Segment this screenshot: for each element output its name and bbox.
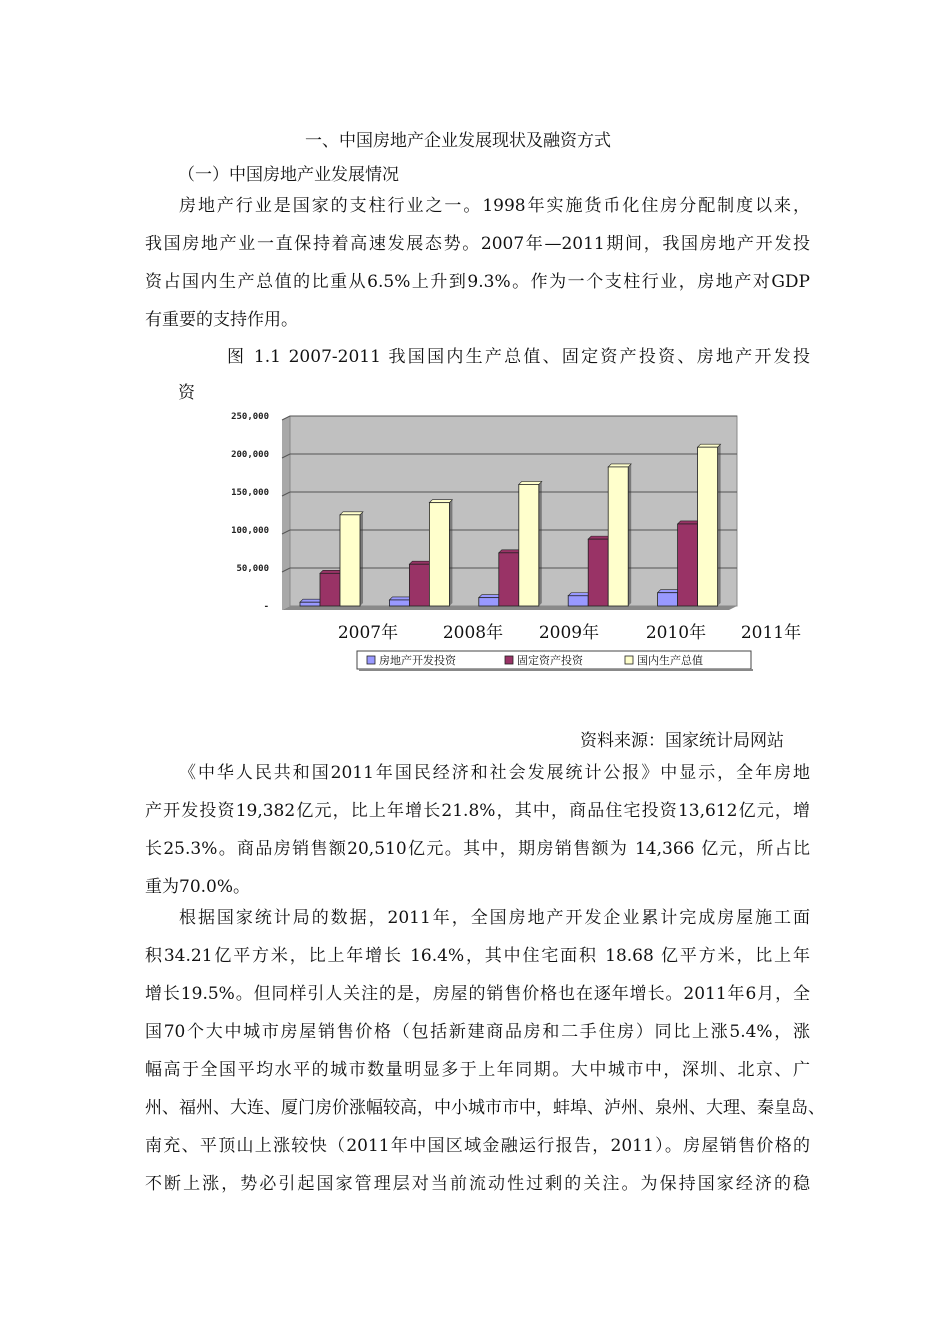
chart-y-tick-label: 50,000 [236, 564, 269, 574]
chart-bar-top [300, 599, 323, 602]
chart-bar-top [698, 444, 721, 447]
text-line: 南充、平顶山上涨较快（2011年中国区域金融运行报告，2011）。房屋销售价格的 [145, 1136, 810, 1156]
paragraph-1 [145, 187, 810, 339]
chart-bar-top [429, 500, 452, 503]
chart-y-tick-label: 200,000 [231, 450, 269, 460]
chart-bar-top [499, 550, 522, 553]
text-line: 国70个大中城市房屋销售价格（包括新建商品房和二手住房）同比上涨5.4%，涨 [145, 1022, 810, 1042]
chart-bar [300, 602, 320, 606]
chart-bar-top [678, 521, 701, 524]
chart-bar-top [389, 597, 412, 600]
text-line: 根据国家统计局的数据，2011年，全国房地产开发企业累计完成房屋施工面 [179, 908, 810, 928]
chart-bar-top [340, 512, 363, 515]
chart-bar [429, 503, 449, 606]
text-line: 资占国内生产总值的比重从6.5%上升到9.3%。作为一个支柱行业，房地产对GDP [145, 272, 810, 292]
chart-bar-side [360, 512, 363, 606]
text-line: 重为70.0%。 [145, 877, 251, 897]
chart-x-tick-label: 2009年 [538, 623, 600, 643]
text-line: 积34.21亿平方米，比上年增长 16.4%，其中住宅面积 18.68 亿平方米，比上年 [145, 946, 810, 966]
chart-x-ticks [338, 622, 801, 643]
source-note: 资料来源：国家统计局网站 [580, 731, 784, 751]
chart-bar-top [608, 464, 631, 467]
text-line: 产开发投资19,382亿元，比上年增长21.8%，其中，商品住宅投资13,612亿元，增 [145, 801, 810, 821]
paragraph-2 [145, 754, 810, 906]
subsection-heading: （一）中国房地产业发展情况 [178, 165, 399, 185]
text-line: 州、福州、大连、厦门房价涨幅较高，中小城市市中，蚌埠、泸州、泉州、大理、秦皇岛、 [145, 1098, 825, 1118]
text-line: 增长19.5%。但同样引人关注的是，房屋的销售价格也在逐年增长。2011年6月，全 [145, 984, 810, 1004]
chart-x-tick-label: 2007年 [337, 623, 399, 643]
chart-y-tick-label: 150,000 [231, 488, 269, 498]
chart-legend-label: 房地产开发投资 [379, 654, 456, 667]
chart-legend-swatch [367, 656, 375, 664]
chart-bar [588, 539, 608, 606]
chart-legend-label: 固定资产投资 [517, 654, 583, 667]
chart-bar-side [628, 464, 631, 606]
text-line: 长25.3%。商品房销售额20,510亿元。其中，期房销售额为 14,366 亿元，所占比 [145, 839, 810, 859]
chart-bar [389, 600, 409, 606]
chart-bar-side [449, 500, 452, 606]
chart-y-ticks [231, 412, 269, 612]
chart-bar-side [718, 444, 721, 606]
chart-bar [479, 598, 499, 606]
figure-caption-continued: 资 [178, 383, 195, 403]
section-heading: 一、中国房地产企业发展现状及融资方式 [305, 131, 611, 151]
chart-bar-top [568, 593, 591, 596]
chart-bar [698, 447, 718, 606]
chart-y-tick-label: - [263, 602, 269, 612]
chart-side-wall [282, 416, 290, 610]
chart-bar-top [519, 481, 542, 484]
chart-bar [568, 596, 588, 606]
chart-x-tick-label: 2011年 [740, 623, 802, 643]
text-line: 幅高于全国平均水平的城市数量明显多于上年同期。大中城市中，深圳、北京、广 [145, 1060, 810, 1080]
chart-bar-top [409, 561, 432, 564]
chart-bar-top [320, 570, 343, 573]
chart-legend-label: 国内生产总值 [637, 654, 703, 667]
chart-y-tick-label: 100,000 [231, 526, 269, 536]
chart-x-tick-label: 2010年 [645, 623, 707, 643]
text-line: 不断上涨，势必引起国家管理层对当前流动性过剩的关注。为保持国家经济的稳 [145, 1174, 810, 1194]
chart-bar [658, 593, 678, 606]
chart-bar [499, 553, 519, 606]
chart-bar [678, 524, 698, 606]
chart-legend [357, 651, 753, 670]
chart-x-tick-label: 2008年 [442, 623, 504, 643]
chart-floor [282, 606, 737, 610]
chart-y-tick-label: 250,000 [231, 412, 269, 422]
chart-bar-top [479, 595, 502, 598]
text-line: 《中华人民共和国2011年国民经济和社会发展统计公报》中显示，全年房地 [179, 763, 810, 783]
chart-bar-side [539, 481, 542, 606]
text-line: 有重要的支持作用。 [145, 310, 298, 330]
chart-bar-top [658, 590, 681, 593]
chart-bar [340, 515, 360, 606]
chart-legend-swatch [625, 656, 633, 664]
bar-chart [205, 404, 805, 694]
chart-bar-top [588, 536, 611, 539]
text-line: 房地产行业是国家的支柱行业之一。1998年实施货币化住房分配制度以来， [179, 196, 810, 216]
chart-bar [320, 573, 340, 606]
figure-caption: 图 1.1 2007-2011 我国国内生产总值、固定资产投资、房地产开发投 [227, 347, 810, 367]
chart-bar [608, 467, 628, 606]
chart-bar [409, 564, 429, 606]
chart-bar [519, 484, 539, 606]
text-line: 我国房地产业一直保持着高速发展态势。2007年—2011期间，我国房地产开发投 [145, 234, 810, 254]
paragraph-3 [145, 899, 825, 1203]
chart-legend-swatch [505, 656, 513, 664]
